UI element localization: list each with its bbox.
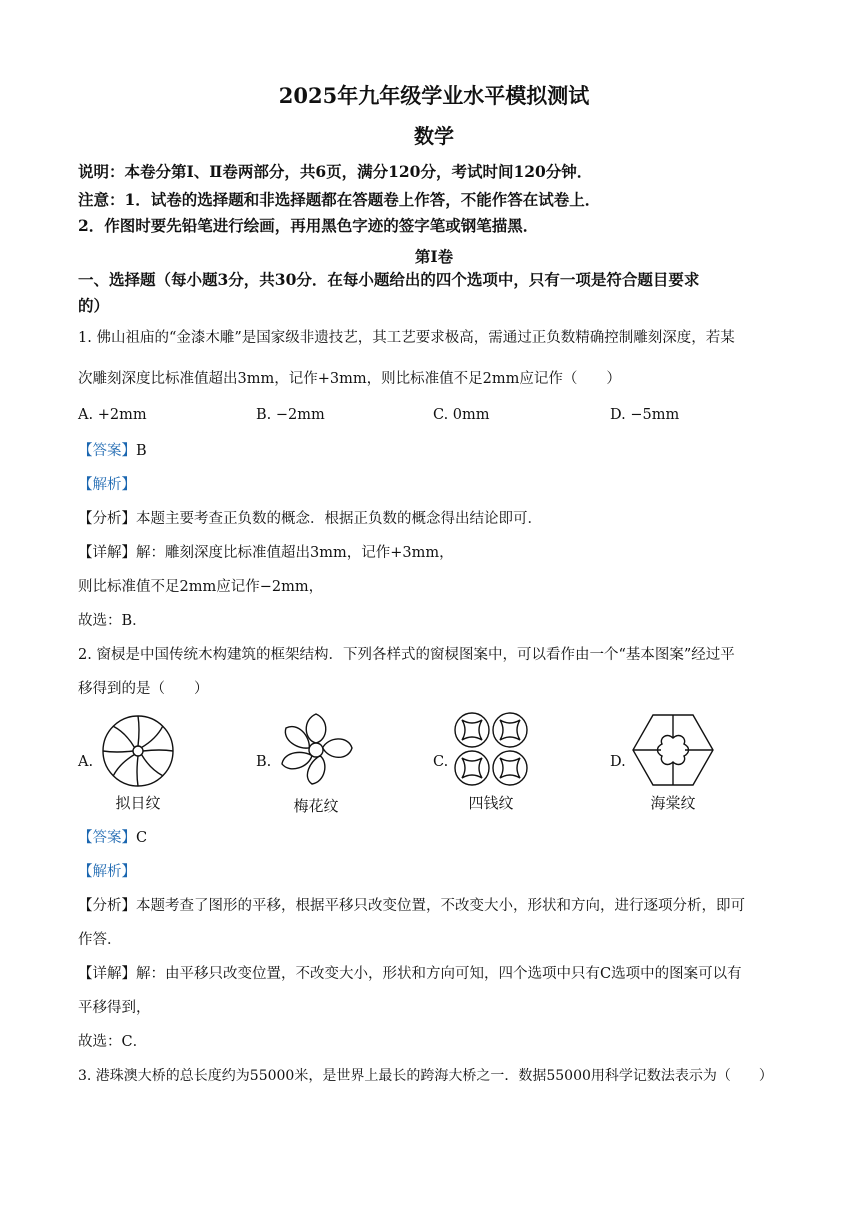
four-coin-pattern-figure [454, 712, 528, 786]
q3-stem-line-1: 3. 港珠澳大桥的总长度约为55000米，是世界上最长的跨海大桥之一．数据55000用科学记数法表示为（ ） [78, 1068, 773, 1084]
q2-analysis-tag: 【解析】 [78, 864, 136, 880]
q2-option-d-letter: D. [610, 754, 626, 770]
q2-xiangjie-line-1 [78, 964, 742, 984]
q2-option-b-letter: B. [256, 754, 272, 770]
q1-answer-value: B [136, 443, 147, 459]
q2-option-c-caption: 四钱纹 [468, 794, 514, 812]
exam-title: 2025年九年级学业水平模拟测试 [278, 83, 590, 108]
fenxi-tag: 【分析】 [78, 898, 136, 914]
q2-xiangjie-text: 解：由平移只改变位置，不改变大小，形状和方向可知，四个选项中只有C选项中的图案可以有 [136, 966, 742, 982]
exam-note-2: 注意：1．试卷的选择题和非选择题都在答题卷上作答，不能作答在试卷上． [78, 190, 601, 209]
answer-tag: 【答案】 [78, 830, 136, 846]
q2-option-b-caption: 梅花纹 [293, 797, 339, 815]
exam-note-3: 2．作图时要先铅笔进行绘画，再用黑色字迹的签字笔或钢笔描黑． [78, 216, 539, 235]
q2-answer-value: C [136, 830, 148, 846]
answer-tag: 【答案】 [78, 443, 136, 459]
q1-fenxi [78, 509, 542, 529]
xiangjie-tag: 【详解】 [78, 966, 136, 982]
q2-xiangjie-line-2: 平移得到， [78, 1000, 151, 1016]
q2-fenxi-line-1 [78, 896, 745, 916]
volume-title: 第Ⅰ卷 [414, 247, 454, 266]
q1-xiangjie-text: 解：雕刻深度比标准值超出3mm，记作+3mm， [136, 545, 454, 561]
sun-pattern-figure [100, 713, 176, 789]
q2-option-a-caption: 拟日纹 [115, 794, 161, 812]
q2-stem-line-2: 移得到的是（ ） [78, 681, 209, 697]
q1-choose: 故选：B． [78, 613, 147, 629]
q2-option-c-letter: C. [433, 754, 449, 770]
section-heading-line-2: 的） [78, 296, 110, 315]
q1-fenxi-text: 本题主要考查正负数的概念．根据正负数的概念得出结论即可． [136, 511, 542, 527]
q2-option-a-letter: A. [78, 754, 94, 770]
section-heading-line-1: 一、选择题（每小题3分，共30分．在每小题给出的四个选项中，只有一项是符合题目要求 [78, 270, 700, 289]
q1-stem-line-1: 1. 佛山祖庙的“金漆木雕”是国家级非遗技艺，其工艺要求极高，需通过正负数精确控制雕刻深度，若某 [78, 330, 735, 346]
q1-option-b: B. −2mm [256, 407, 325, 423]
q1-xiangjie [78, 543, 454, 563]
q2-choose: 故选：C． [78, 1034, 148, 1050]
plum-blossom-pattern-figure [276, 710, 356, 790]
q2-fenxi-text: 本题考查了图形的平移，根据平移只改变位置，不改变大小，形状和方向，进行逐项分析，即可 [136, 898, 745, 914]
xiangjie-tag: 【详解】 [78, 545, 136, 561]
fenxi-tag: 【分析】 [78, 511, 136, 527]
q1-analysis-tag: 【解析】 [78, 477, 136, 493]
q1-option-d: D. −5mm [610, 407, 680, 423]
q2-fenxi-line-2: 作答． [78, 932, 122, 948]
q1-option-c: C. 0mm [433, 407, 490, 423]
subject-title: 数学 [414, 124, 454, 148]
q1-xiangjie-line-2: 则比标准值不足2mm应记作−2mm， [78, 579, 324, 595]
q1-stem-line-2: 次雕刻深度比标准值超出3mm，记作+3mm，则比标准值不足2mm应记作（ ） [78, 371, 621, 387]
q1-option-a: A. +2mm [78, 407, 147, 423]
begonia-pattern-figure [632, 714, 714, 786]
exam-note-1: 说明：本卷分第Ⅰ、Ⅱ卷两部分，共6页，满分120分，考试时间120分钟． [78, 162, 593, 181]
q2-stem-line-1: 2. 窗棂是中国传统木构建筑的框架结构．下列各样式的窗棂图案中，可以看作由一个“基本图案”经过平 [78, 647, 735, 663]
q1-answer [78, 441, 147, 461]
q2-answer [78, 828, 147, 848]
q2-option-d-caption: 海棠纹 [650, 794, 696, 812]
